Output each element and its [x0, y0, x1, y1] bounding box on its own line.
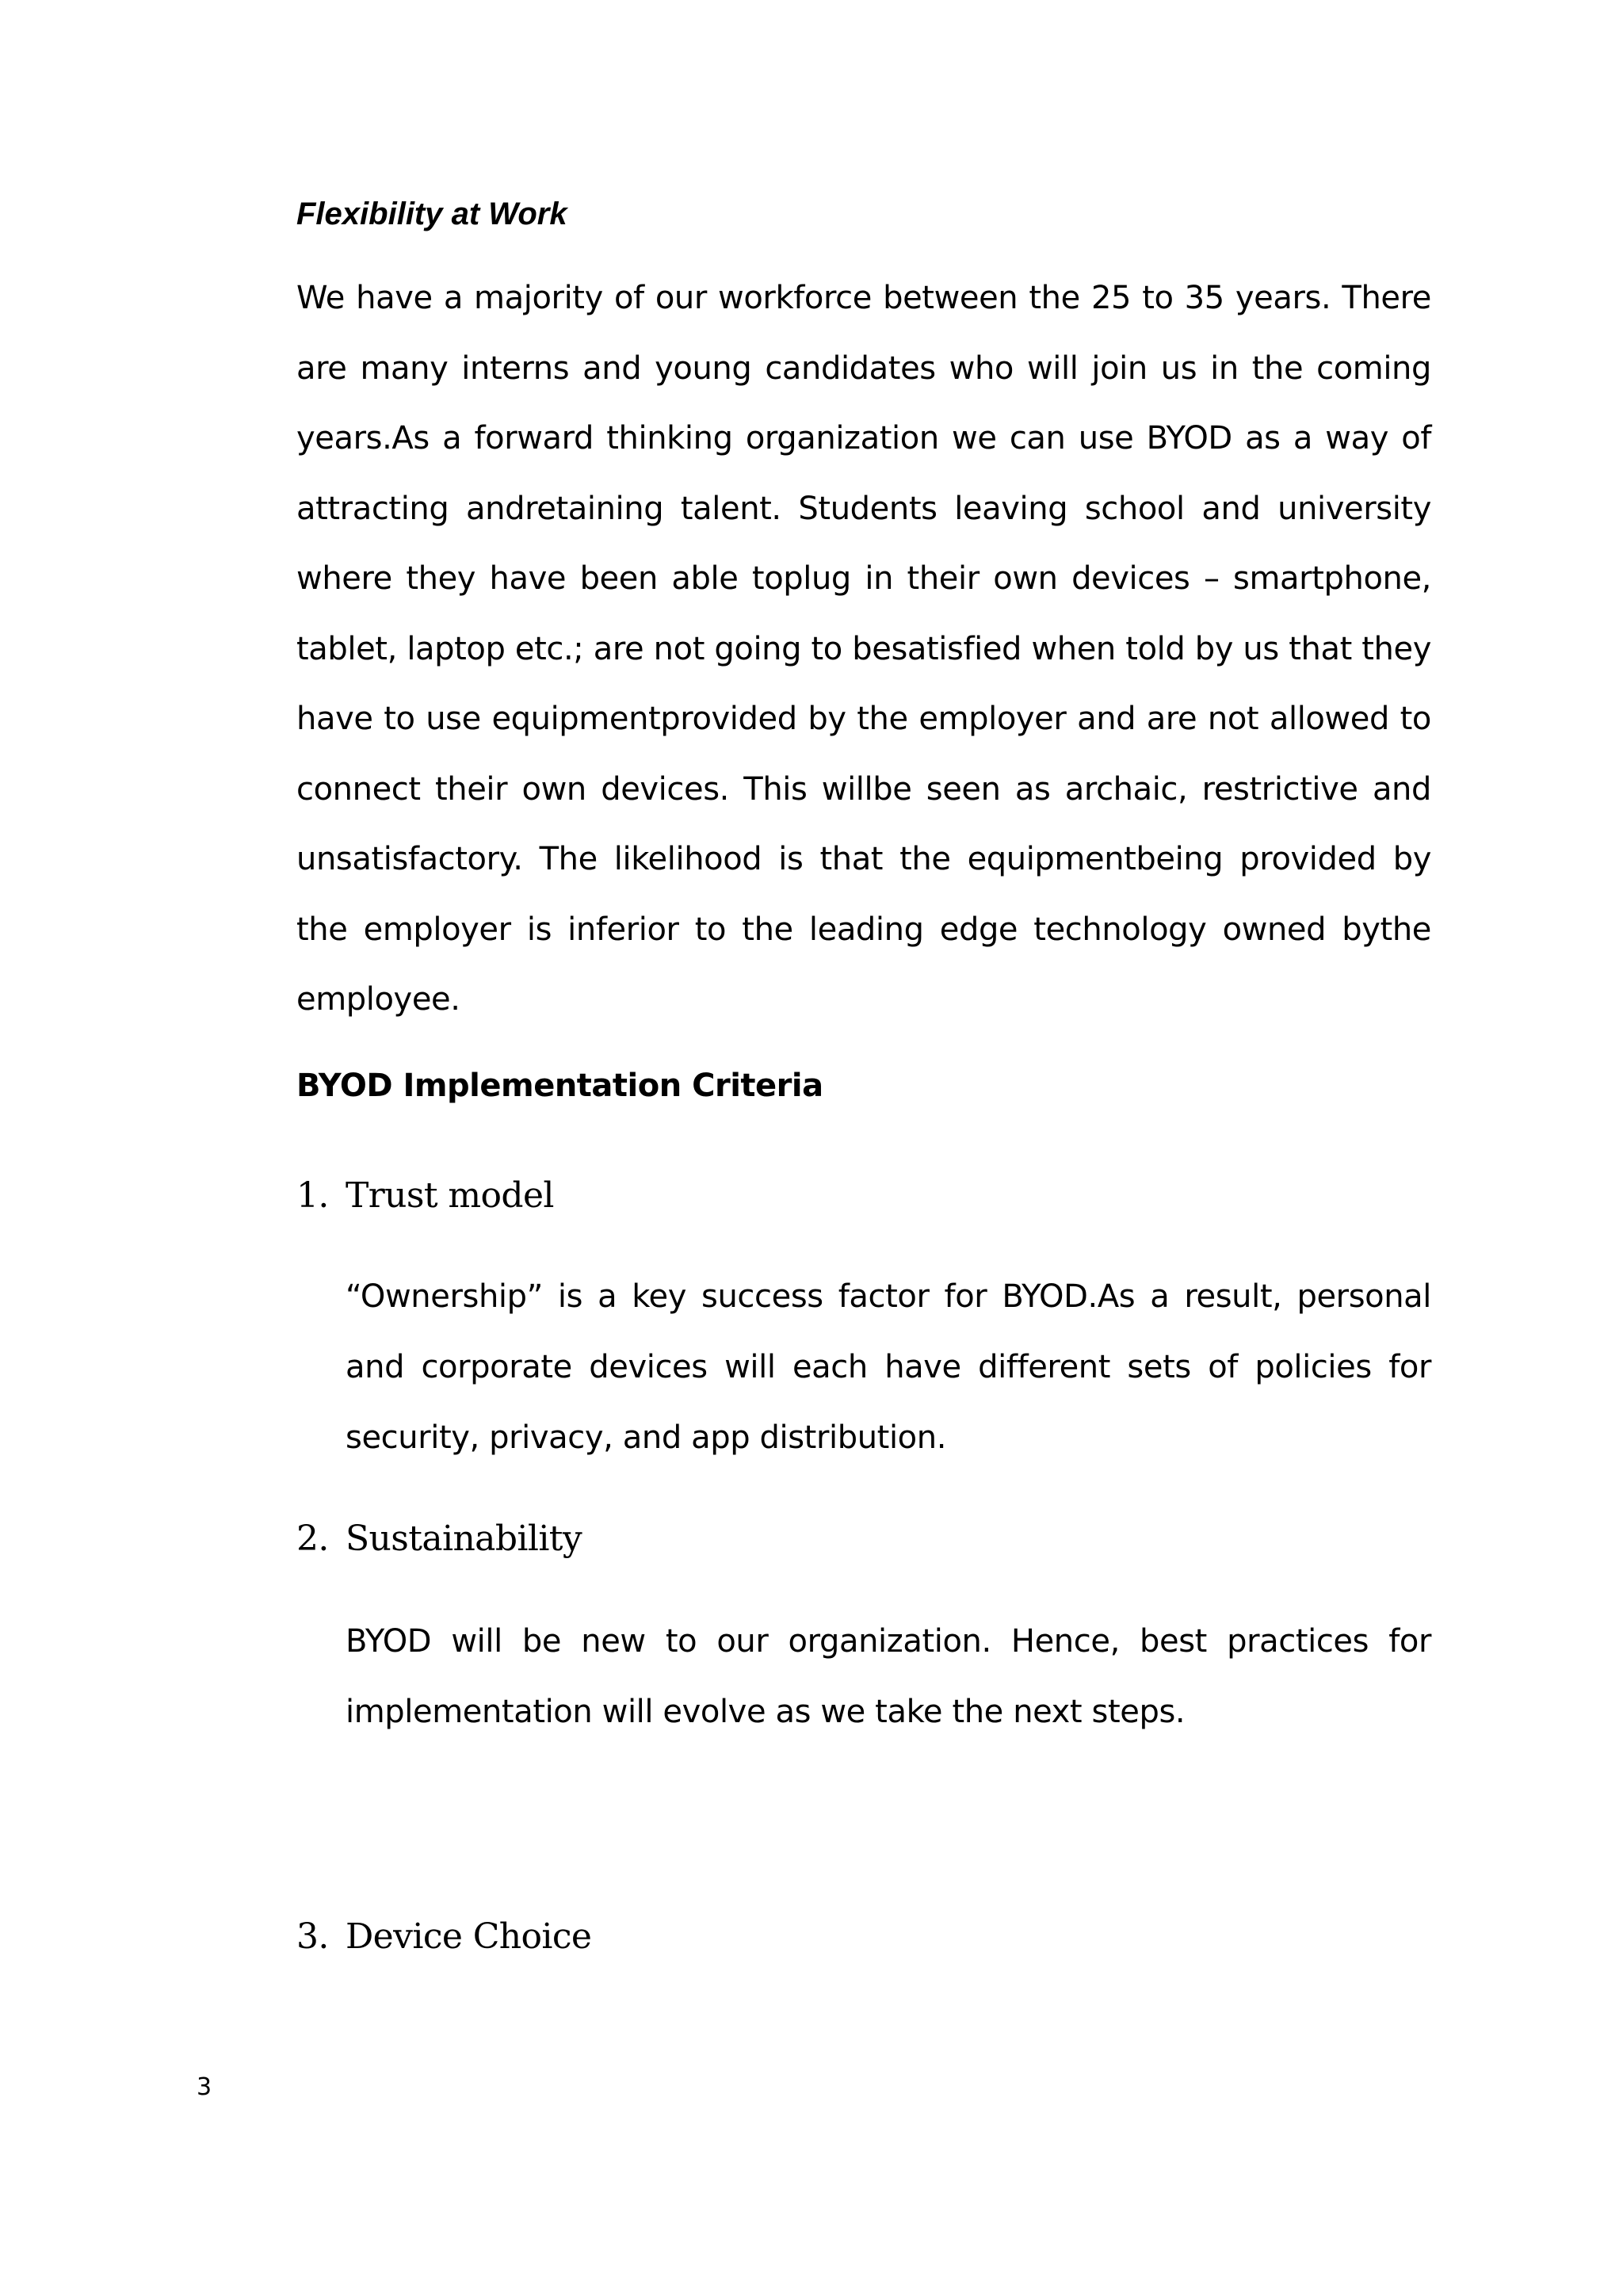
criteria-item-number: 2.	[296, 1518, 329, 1559]
criteria-item-title: Device Choice	[346, 1916, 592, 1957]
criteria-heading: BYOD Implementation Criteria	[296, 1067, 823, 1104]
criteria-list	[296, 1170, 1431, 1963]
flexibility-heading: Flexibility at Work	[296, 197, 567, 231]
criteria-item-title: Sustainability	[346, 1518, 582, 1559]
criteria-item-trust-model	[296, 1170, 1431, 1473]
criteria-item-number: 3.	[296, 1916, 329, 1957]
criteria-item-description: “Ownership” is a key success factor for BYOD.As a result, personal and corporate devices will each have different sets of policies for security, privacy, and app distribution.	[346, 1278, 1431, 1456]
flexibility-paragraph: We have a majority of our workforce between the 25 to 35 years. There are many interns and young candidates who will join us in the coming years.As a forward thinking organization we can use BYOD as a way of attracting andretaining talent. Students leaving school and university where they have been able toplug in their own devices – smartphone, tablet, laptop etc.; are not going to besatisfied when told by us that they have to use equipmentprovided by the employer and are not allowed to connect their own devices. This willbe seen as archaic, restrictive and unsatisfactory. The likelihood is that the equipmentbeing provided by the employer is inferior to the leading edge technology owned bythe employee.	[296, 280, 1431, 1018]
criteria-item-sustainability	[296, 1513, 1431, 1748]
criteria-item-device-choice	[296, 1911, 1431, 1963]
criteria-item-description: BYOD will be new to our organization. Hence, best practices for implementation will evolve as we take the next steps.	[346, 1622, 1431, 1730]
criteria-item-number: 1.	[296, 1175, 329, 1216]
criteria-item-title: Trust model	[346, 1175, 554, 1216]
criteria-item-title-row	[296, 1911, 1431, 1963]
page-content	[296, 190, 1431, 1963]
criteria-item-title-row	[296, 1513, 1431, 1565]
criteria-item-title-row	[296, 1170, 1431, 1222]
page-number: 3	[197, 2073, 212, 2101]
